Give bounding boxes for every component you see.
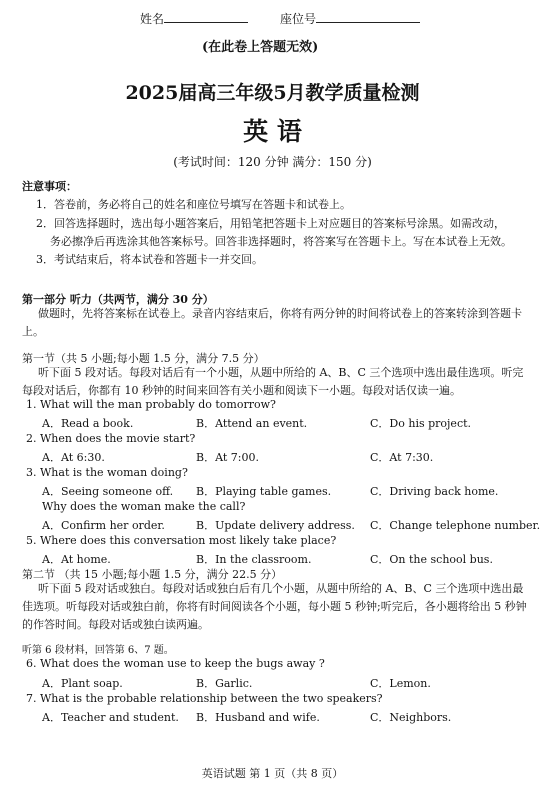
seat-field xyxy=(280,10,420,27)
option-b: B．Attend an event. xyxy=(196,417,308,430)
seat-label: 座位号 xyxy=(280,12,317,26)
name-field xyxy=(140,10,248,27)
option-c: C．At 7:30. xyxy=(370,451,434,464)
option-a: A．Read a book. xyxy=(42,417,134,430)
material-note: 听第 6 段材料，回答第 6、7 题。 xyxy=(22,645,174,656)
question-number: 3. xyxy=(26,466,37,479)
page-footer: 英语试题 第 1 页（共 8 页） xyxy=(201,767,344,780)
question-number: 2. xyxy=(26,432,37,445)
question-4 xyxy=(42,500,245,513)
option-c: C．Lemon. xyxy=(370,677,431,690)
question-3 xyxy=(26,466,188,479)
question-text: Where does this conversation most likely take place? xyxy=(40,534,337,547)
option-b: B．Playing table games. xyxy=(196,485,332,498)
option-a: A．Confirm her order. xyxy=(42,519,165,532)
question-6 xyxy=(26,657,325,670)
question-1 xyxy=(26,398,276,411)
question-7 xyxy=(26,692,383,705)
part1-heading: 第一部分 听力（共两节，满分 30 分） xyxy=(22,293,214,306)
question-text: What will the man probably do tomorrow? xyxy=(40,398,276,411)
question-text: When does the movie start? xyxy=(40,432,196,445)
option-b: B．Husband and wife. xyxy=(196,711,320,724)
notice-item: 2．回答选择题时，选出每小题答案后，用铅笔把答题卡上对应题目的答案标号涂黑。如需改动， xyxy=(36,217,505,230)
question-text: What does the woman use to keep the bugs away ? xyxy=(40,657,325,670)
option-c: C．Driving back home. xyxy=(370,485,499,498)
question-5 xyxy=(26,534,336,547)
option-c: C．Neighbors. xyxy=(370,711,452,724)
option-a: A．Seeing someone off. xyxy=(42,485,174,498)
section1-heading: 第一节（共 5 小题;每小题 1.5 分，满分 7.5 分） xyxy=(22,352,265,365)
option-c: C．Change telephone number. xyxy=(370,519,541,532)
option-b: B．Garlic. xyxy=(196,677,253,690)
option-a: A．At 6:30. xyxy=(42,451,105,464)
option-a: A．Plant soap. xyxy=(42,677,123,690)
question-text: Why does the woman make the call? xyxy=(42,500,246,513)
invalid-note: (在此卷上答题无效) xyxy=(202,40,319,55)
subject-title: 英 语 xyxy=(243,117,302,146)
name-blank xyxy=(164,10,248,23)
question-number: 6. xyxy=(26,657,37,670)
exam-info: (考试时间：120 分钟 满分：150 分) xyxy=(173,155,372,169)
notice-item: 1．答卷前，务必将自己的姓名和座位号填写在答题卡和试卷上。 xyxy=(36,198,351,211)
question-text: What is the probable relationship between the two speakers? xyxy=(40,692,383,705)
option-b: B．In the classroom. xyxy=(196,553,312,566)
section2-heading: 第二节 （共 15 小题;每小题 1.5 分，满分 22.5 分） xyxy=(22,568,283,581)
option-c: C．On the school bus. xyxy=(370,553,493,566)
exam-title: 2025届高三年级5月教学质量检测 xyxy=(125,82,420,104)
seat-blank xyxy=(316,10,420,23)
section2-instructions: 听下面 5 段对话或独白。每段对话或独白后有几个小题，从题中所给的 A、B、C 三个选项中选出最佳选项。听每段对话或独白前，你将有时间阅读各个小题，每小题 5 秒钟;听完后，各小题将给出 5 秒钟的作答时间。每段对话或独白读两遍。 xyxy=(22,582,527,631)
option-b: B．Update delivery address. xyxy=(196,519,355,532)
question-number: 5. xyxy=(26,534,37,547)
section1-instructions: 听下面 5 段对话。每段对话后有一个小题，从题中所给的 A、B、C 三个选项中选出最佳选项。听完每段对话后，你都有 10 秒钟的时间来回答有关小题和阅读下一小题。每段对话仅读一遍。 xyxy=(22,366,524,397)
notice-item: 3．考试结束后，将本试卷和答题卡一并交回。 xyxy=(36,253,263,266)
question-text: What is the woman doing? xyxy=(40,466,188,479)
option-b: B．At 7:00. xyxy=(196,451,259,464)
notice-item: 务必擦净后再选涂其他答案标号。回答非选择题时，将答案写在答题卡上。写在本试卷上无效。 xyxy=(50,235,512,248)
question-number: 1. xyxy=(26,398,37,411)
option-c: C．Do his project. xyxy=(370,417,472,430)
option-a: A．Teacher and student. xyxy=(42,711,179,724)
option-a: A．At home. xyxy=(42,553,111,566)
question-2 xyxy=(26,432,195,445)
name-label: 姓名 xyxy=(140,12,165,26)
part1-intro: 做题时，先将答案标在试卷上。录音内容结束后，你将有两分钟的时间将试卷上的答案转涂到答题卡上。 xyxy=(22,307,522,338)
question-number: 7. xyxy=(26,692,37,705)
notice-title: 注意事项： xyxy=(22,180,77,193)
